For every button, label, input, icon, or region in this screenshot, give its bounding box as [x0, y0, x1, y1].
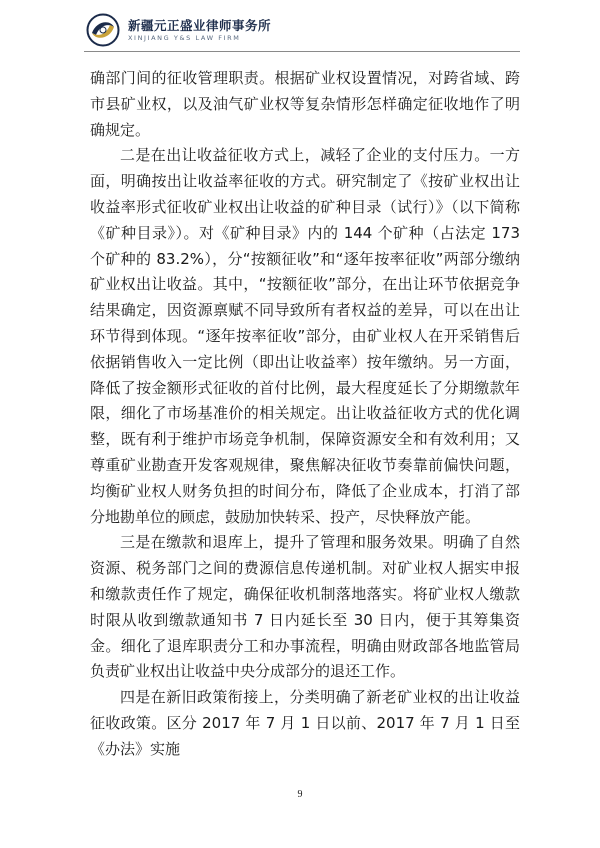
paragraph-payment-method: 二是在出让收益征收方式上，减轻了企业的支付压力。一方面，明确按出让收益率征收的方式。研究制定了《按矿业权出让收益率形式征收矿业权出让收益的矿种目录（试行）》（以下简称《矿种目录》）。对《矿种目录》内的 144 个矿种（占法定 173 个矿种的 83.2%），分“按额征收”和“逐年按率征收”两部分缴纳矿业权出让收益。其中，“按额征收”部分，在出让环节依据竞争结果确定，因资源禀赋不同导致所有者权益的差异，可以在出让环节得到体现。“逐年按率征收”部分，由矿业权人在开采销售后依据销售收入一定比例（即出让收益率）按年缴纳。另一方面，降低了按金额形式征收的首付比例，最大程度延长了分期缴款年限，细化了市场基准价的相关规定。出让收益征收方式的优化调整，既有利于维护市场竞争机制，保障资源安全和有效利用；又尊重矿业勘查开发客观规律，聚焦解决征收节奏靠前偏快问题，均衡矿业权人财务负担的时间分布，降低了企业成本，打消了部分地勘单位的顾虑，鼓励加快转采、投产，尽快释放产能。: [90, 146, 520, 526]
paragraph-continuation: 确部门间的征收管理职责。根据矿业权设置情况，对跨省域、跨市县矿业权，以及油气矿业权等复杂情形怎样确定征收地作了明确规定。: [90, 69, 520, 139]
firm-name-cn: 新疆元正盛业律师事务所: [128, 18, 272, 33]
document-body: [90, 66, 520, 763]
header-divider: [84, 51, 520, 52]
page-number: 9: [297, 789, 303, 800]
firm-logo-icon: [86, 13, 120, 47]
paragraph-payment-refund: 三是在缴款和退库上，提升了管理和服务效果。明确了自然资源、税务部门之间的费源信息传递机制。对矿业权人据实申报和缴款责任作了规定，确保征收机制落地落实。将矿业权人缴款时限从收到缴款通知书 7 日内延长至 30 日内，便于其筹集资金。细化了退库职责分工和办事流程，明确由财政部各地监管局负责矿业权出让收益中央分成部分的退还工作。: [90, 533, 520, 681]
letterhead: [86, 13, 526, 47]
paragraph-policy-transition: 四是在新旧政策衔接上，分类明确了新老矿业权的出让收益征收政策。区分 2017 年 7 月 1 日以前、2017 年 7 月 1 日至《办法》实施: [90, 688, 520, 758]
firm-name-en: XINJIANG Y&S LAW FIRM: [128, 34, 241, 42]
